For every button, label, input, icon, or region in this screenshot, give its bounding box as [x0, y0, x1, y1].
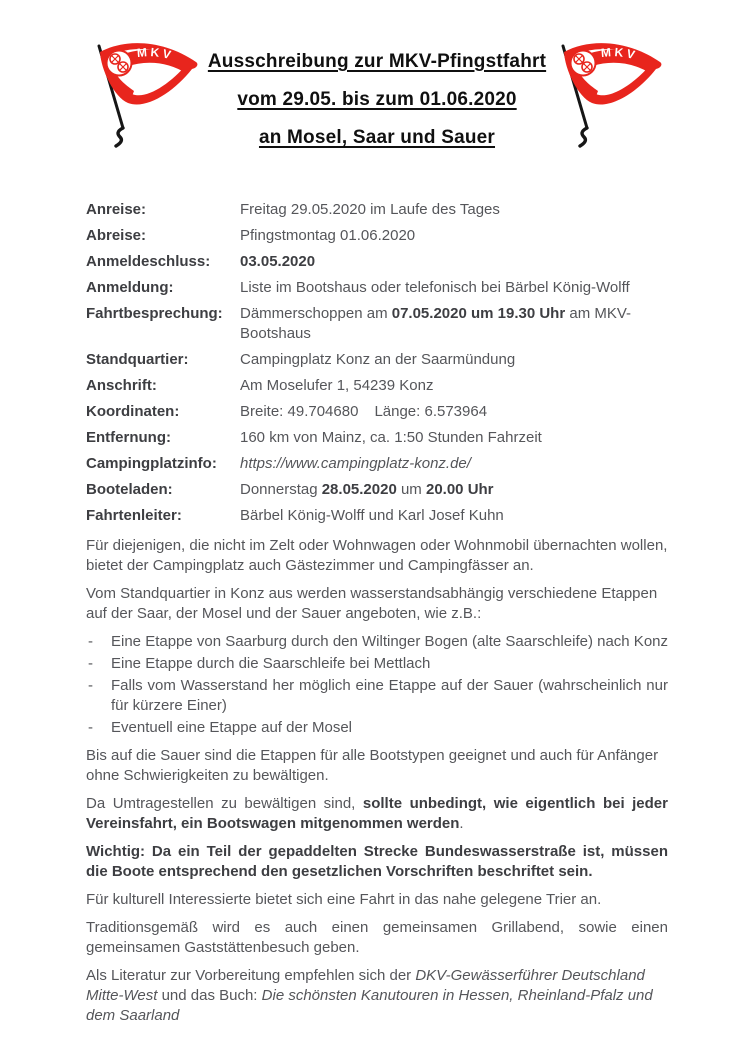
text-segment: Am Moselufer 1, 54239 Konz — [240, 377, 434, 394]
trip-detail-value — [240, 376, 668, 396]
trip-detail-label: Fahrtenleiter: — [86, 507, 182, 524]
trip-detail-label: Fahrtbesprechung: — [86, 305, 223, 322]
paragraph — [86, 966, 668, 1026]
text-segment: Campingplatz Konz an der Saarmündung — [240, 351, 516, 368]
text-segment: Da Umtragestellen zu bewältigen sind, — [86, 795, 363, 812]
trip-detail-label: Koordinaten: — [86, 403, 180, 420]
text-segment: Donnerstag — [240, 481, 322, 498]
paragraph — [86, 842, 668, 882]
text-segment: 03.05.2020 — [240, 253, 316, 270]
trip-detail-label: Entfernung: — [86, 429, 171, 446]
text-segment: Breite: 49.704680 — [240, 403, 359, 420]
text-segment: Eventuell eine Etappe auf der Mosel — [111, 719, 352, 736]
trip-detail-value — [240, 278, 668, 298]
text-segment: Bis auf die Sauer sind die Etappen für alle Bootstypen geeignet und auch für Anfänger ohne Schwierigkeiten zu bewältigen. — [86, 747, 659, 784]
text-segment: Dämmerschoppen am — [240, 305, 392, 322]
list-item-text — [111, 654, 668, 674]
flag-pole-ribbon — [116, 128, 123, 146]
title-line-1: Ausschreibung zur MKV-Pfingstfahrt — [207, 51, 547, 72]
text-segment: sollte unbedingt, wie eigentlich bei jeder Vereinsfahrt, ein Bootswagen mitgenommen werden — [86, 795, 668, 832]
text-segment: Für diejenigen, die nicht im Zelt oder Wohnwagen oder Wohnmobil übernachten wollen, bietet der Campingplatz auch Gästezimmer und Campingfässer an. — [86, 537, 668, 574]
trip-detail-value — [240, 402, 668, 422]
list-item-text — [111, 676, 668, 716]
text-segment: Eine Etappe durch die Saarschleife bei Mettlach — [111, 655, 431, 672]
logo-text: MKV — [600, 45, 640, 63]
text-segment: https://www.campingplatz-konz.de/ — [240, 455, 471, 472]
list-item-text — [111, 632, 668, 652]
trip-detail-row — [86, 454, 668, 474]
trip-detail-row — [86, 506, 668, 526]
trip-detail-row — [86, 226, 668, 246]
trip-detail-value — [240, 506, 668, 526]
trip-detail-label: Anmeldung: — [86, 279, 174, 296]
text-segment: und das Buch: — [157, 987, 262, 1004]
logo-text: MKV — [136, 45, 176, 63]
trip-detail-value — [240, 304, 668, 344]
text-segment: Die schönsten Kanutouren in Hessen, Rheinland-Pfalz und dem Saarland — [86, 987, 653, 1024]
list-item — [88, 654, 668, 674]
trip-detail-value — [240, 200, 668, 220]
trip-detail-label: Anschrift: — [86, 377, 157, 394]
body-text — [86, 536, 668, 1026]
trip-detail-label: Abreise: — [86, 227, 147, 244]
stage-list — [86, 632, 668, 738]
trip-detail-row — [86, 304, 668, 344]
text-segment: Eine Etappe von Saarburg durch den Wiltinger Bogen (alte Saarschleife) nach Konz — [111, 633, 668, 650]
text-segment: Freitag 29.05.2020 im Laufe des Tages — [240, 201, 500, 218]
trip-detail-value — [240, 428, 668, 448]
trip-detail-row — [86, 278, 668, 298]
paragraph — [86, 746, 668, 786]
title-block — [204, 36, 550, 164]
text-segment: Länge: 6.573964 — [374, 403, 488, 420]
trip-detail-value — [240, 350, 668, 370]
text-segment: Wichtig: Da ein Teil der gepaddelten Strecke Bundeswasserstraße ist, müssen die Boote entsprechend den gesetzlichen Vorschriften beschriftet sein. — [86, 843, 668, 880]
dash-bullet: - — [88, 655, 93, 672]
trip-detail-row — [86, 200, 668, 220]
trip-detail-value — [240, 226, 668, 246]
text-segment: 07.05.2020 um 19.30 Uhr — [391, 305, 566, 322]
trip-detail-row — [86, 402, 668, 422]
paragraph — [86, 536, 668, 576]
text-segment: am MKV-Bootshaus — [240, 305, 632, 342]
trip-detail-label: Standquartier: — [86, 351, 189, 368]
trip-detail-row — [86, 350, 668, 370]
title-line-3: an Mosel, Saar und Sauer — [258, 127, 496, 148]
trip-detail-label: Booteladen: — [86, 481, 173, 498]
list-item — [88, 632, 668, 652]
mkv-pennant-logo-right — [550, 36, 668, 150]
document-header — [86, 36, 668, 154]
mkv-pennant-logo-left — [86, 36, 204, 150]
text-segment: Pfingstmontag 01.06.2020 — [240, 227, 416, 244]
text-segment: 20.00 Uhr — [425, 481, 494, 498]
text-segment: Als Literatur zur Vorbereitung empfehlen sich der — [86, 967, 416, 984]
trip-detail-row — [86, 252, 668, 272]
text-segment: Bärbel König-Wolff und Karl Josef Kuhn — [240, 507, 504, 524]
list-item — [88, 718, 668, 738]
text-segment: Für kulturell Interessierte bietet sich eine Fahrt in das nahe gelegene Trier an. — [86, 891, 602, 908]
paragraph — [86, 584, 668, 624]
title-line-2: vom 29.05. bis zum 01.06.2020 — [237, 89, 517, 110]
trip-details-list — [86, 200, 668, 526]
text-segment: Traditionsgemäß wird es auch einen gemeinsamen Grillabend, sowie einen gemeinsamen Gaststättenbesuch geben. — [86, 919, 668, 956]
dash-bullet: - — [88, 719, 93, 736]
trip-detail-label: Anreise: — [86, 201, 147, 218]
text-segment: DKV-Gewässerführer Deutschland Mitte-West — [86, 967, 645, 1004]
flag-pole-ribbon — [580, 128, 587, 146]
text-segment: . — [459, 815, 464, 832]
text-segment: Falls vom Wasserstand her möglich eine Etappe auf der Sauer (wahrscheinlich nur für kürzere Einer) — [111, 677, 668, 714]
paragraph — [86, 890, 668, 910]
trip-detail-row — [86, 480, 668, 500]
paragraph — [86, 918, 668, 958]
trip-detail-value — [240, 480, 668, 500]
text-segment: 28.05.2020 — [321, 481, 397, 498]
trip-detail-row — [86, 376, 668, 396]
dash-bullet: - — [88, 633, 93, 650]
text-segment: Vom Standquartier in Konz aus werden wasserstandsabhängig verschiedene Etappen auf der Saar, der Mosel und der Sauer angeboten, wie z.B.: — [86, 585, 658, 622]
text-segment: Liste im Bootshaus oder telefonisch bei Bärbel König-Wolff — [240, 279, 630, 296]
trip-detail-label: Campingplatzinfo: — [86, 455, 217, 472]
list-item — [88, 676, 668, 716]
trip-detail-label: Anmeldeschluss: — [86, 253, 211, 270]
list-item-text — [111, 718, 668, 738]
trip-detail-value — [240, 252, 668, 272]
dash-bullet: - — [88, 677, 93, 694]
paragraph — [86, 794, 668, 834]
trip-detail-value — [240, 454, 668, 474]
text-segment: 160 km von Mainz, ca. 1:50 Stunden Fahrzeit — [240, 429, 542, 446]
trip-detail-row — [86, 428, 668, 448]
text-segment: um — [396, 481, 426, 498]
